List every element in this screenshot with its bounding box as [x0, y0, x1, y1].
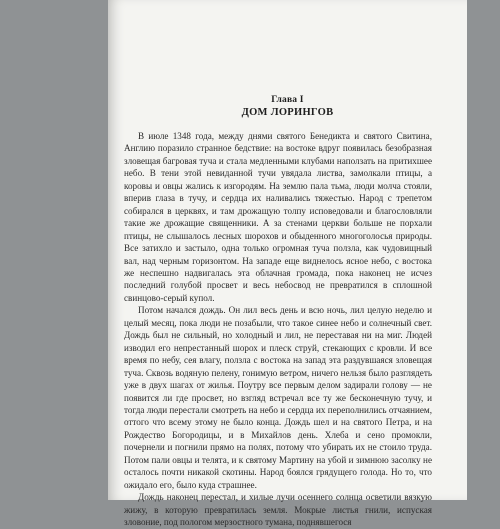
- paragraph-3: Дождь наконец перестал, и хилые лучи осеннего солнца осветили вязкую жижу, в которую превратилась земля. Мокрые листья гнили, испуская зловоние, под пологом мерзостного тумана, поднявшегося: [124, 492, 432, 528]
- chapter-number: Глава I: [271, 95, 304, 105]
- paragraph-1: В июле 1348 года, между днями святого Бенедикта и святого Свитина, Англию поразило странное бедствие: на востоке вдруг появилась безобразная зловещая багровая туча и стала медленными клубами наползать на притихшее небо. В тени этой невиданной тучи увядала листва, замолкали птицы, а коровы и овцы жались к изгородям. На землю пала тьма, люди молча стояли, вперив глаза в тучу, и сердца их наливались тяжестью. Народ с трепетом собирался в церквях, и там дрожащую толпу исповедовали и благословляли такие же дрожащие священники. А за стенами церкви больше не порхали птицы, не слышалось лесных шорохов и обыденного многоголосья природы. Все затихло и застыло, одна только огромная туча ползла, как чудовищный вал, над черным горизонтом. На западе еще виднелось ясное небо, с востока же неспешно надвигалась эта облачная громада, пока наконец не исчез последний голубой просвет и весь небосвод не превратился в сплошной свинцово-серый купол.: [124, 131, 432, 303]
- chapter-title: ДОМ ЛОРИНГОВ: [241, 107, 334, 118]
- chapter-body: [124, 130, 432, 529]
- paragraph-2: Потом начался дождь. Он лил весь день и всю ночь, лил целую неделю и целый месяц, пока люди не позабыли, что такое синее небо и солнечный свет. Дождь был не сильный, но холодный и лил, не переставая ни на миг. Людей изводил его непрестанный шорох и плеск струй, стекающих с кровли. И все время по небу, сея влагу, ползла с востока на запад эта раздувшаяся зловещая туча. Сквозь водяную пелену, гонимую ветром, ничего нельзя было разглядеть уже в двух шагах от жилья. Поутру все первым делом задирали голову — не появится ли где просвет, но взгляд встречал все ту же бесконечную тучу, и тогда люди перестали смотреть на небо и сердца их переполнились отчаянием, оттого что всему этому не было конца. Дождь шел и на святого Петра, и на Рождество Богородицы, и в Михайлов день. Хлеба и сено промокли, почернели и погнили прямо на полях, потому что убирать их не стоило труда. Потом пали овцы и телята, и к святому Мартину на убой и зимнюю засолку не осталось почти никакой скотины. Народ боялся грядущего голода. Но то, что ожидало его, было куда страшнее.: [124, 305, 432, 490]
- book-page: [108, 0, 467, 528]
